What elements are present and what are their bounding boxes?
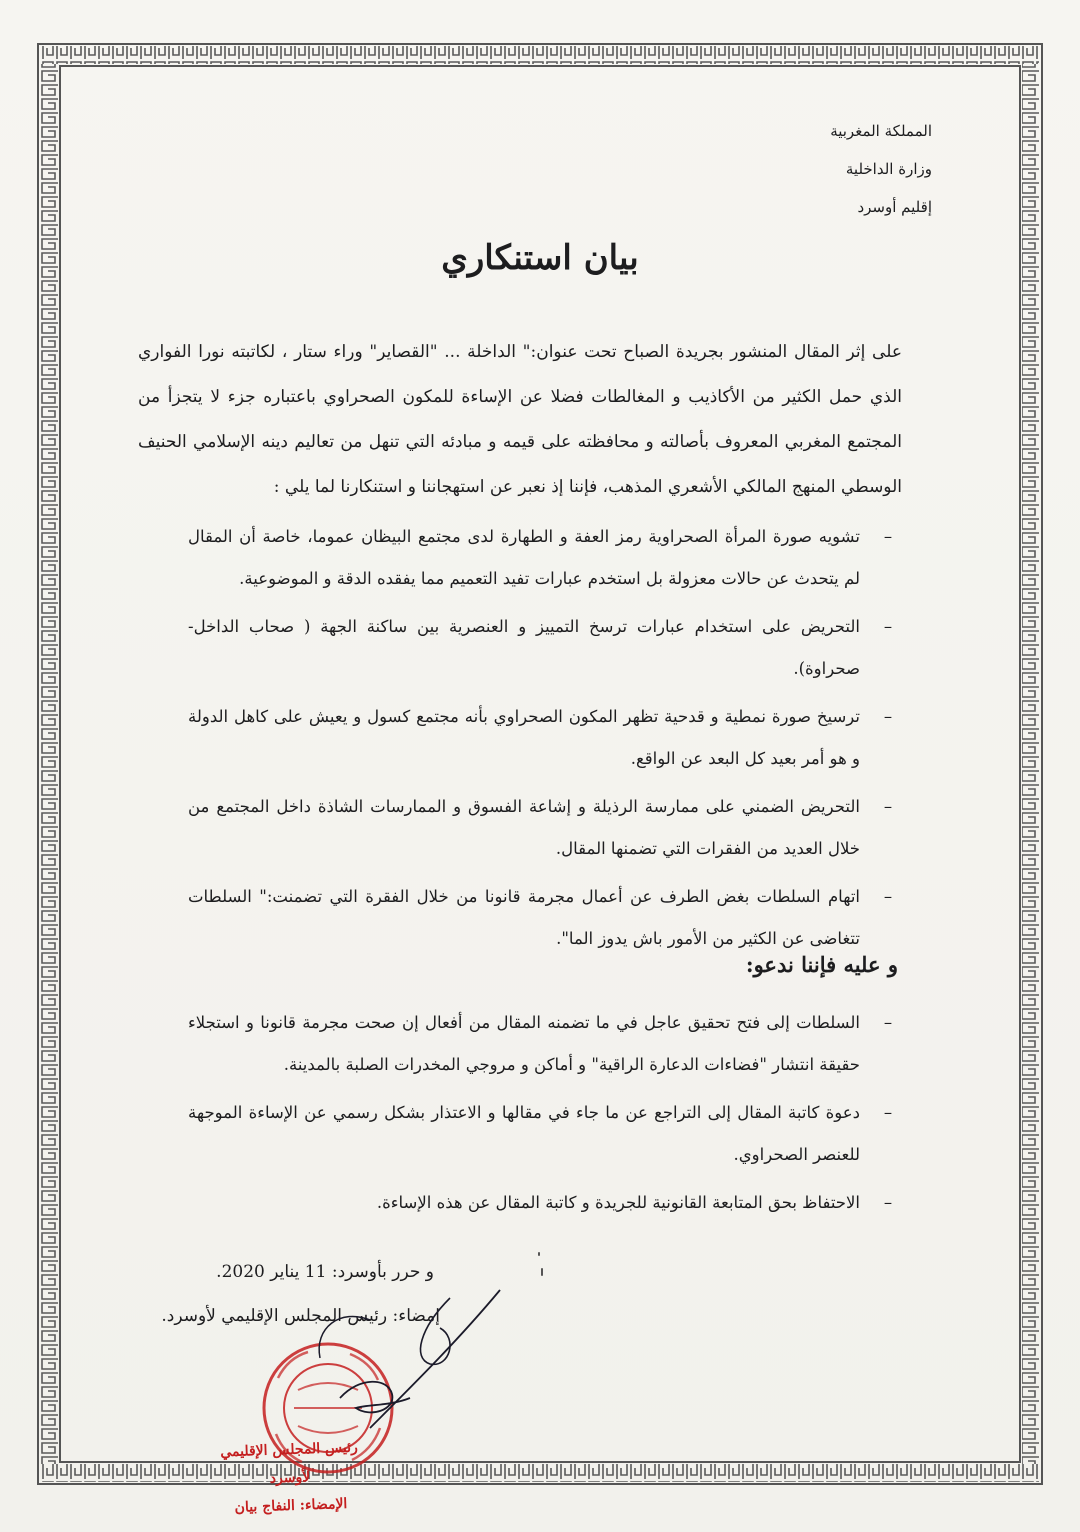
list-item-text: التحريض على استخدام عبارات ترسخ التمييز و العنصرية بين ساكنة الجهة ( صحاب الداخل- صحراوة).	[188, 617, 860, 678]
dash-bullet: –	[883, 1013, 893, 1032]
list-item	[188, 606, 898, 690]
list-item-text: تشويه صورة المرأة الصحراوية رمز العفة و الطهارة لدى مجتمع البيظان عموما، خاصة أن المقال لم يتحدث عن حالات معزولة بل استخدم عبارات تفيد التعميم مما يفقده الدقة و الموضوعية.	[188, 527, 860, 588]
kingdom-label: المملكة المغربية	[830, 122, 932, 140]
dash-bullet: –	[883, 617, 893, 636]
list-item-text: التحريض الضمني على ممارسة الرذيلة و إشاعة الفسوق و الممارسات الشاذة داخل المجتمع من خلال العديد من الفقرات التي تضمنها المقال.	[188, 797, 860, 858]
list-item	[188, 1182, 898, 1224]
list-item-text: ترسيخ صورة نمطية و قدحية تظهر المكون الصحراوي بأنه مجتمع كسول و يعيش على كاهل الدولة و هو أمر بعيد كل البعد عن الواقع.	[188, 707, 860, 768]
list-item-text: السلطات إلى فتح تحقيق عاجل في ما تضمنه المقال من أفعال إن صحت مجرمة قانونا و استجلاء حقيقة انتشار "فضاءات الدعارة الراقية" و أماكن و مروجي المخدرات الصلبة بالمدينة.	[188, 1013, 860, 1074]
call-heading: و عليه فإننا ندعو:	[745, 952, 898, 977]
paper-speck	[538, 1252, 540, 1256]
list-item-text: الاحتفاظ بحق المتابعة القانونية للجريدة و كاتبة المقال عن هذه الإساءة.	[376, 1193, 860, 1212]
dash-bullet: –	[883, 1103, 893, 1122]
list-item	[188, 1002, 898, 1086]
list-item-text: دعوة كاتبة المقال إلى التراجع عن ما جاء في مقالها و الاعتذار بشكل رسمي عن الإساءة الموجهة للعنصر الصحراوي.	[188, 1103, 860, 1164]
signature-line: إمضاء: رئيس المجلس الإقليمي لأوسرد.	[161, 1306, 440, 1326]
document-title: بيان استنكاري	[441, 238, 639, 278]
list-item	[188, 1092, 898, 1176]
list-item-text: اتهام السلطات بغض الطرف عن أعمال مجرمة قانونا من خلال الفقرة التي تضمنت:" السلطات تتغاضى عن الكثير من الأمور باش يدوز الما".	[188, 887, 860, 948]
list-item	[188, 696, 898, 780]
dash-bullet: –	[883, 887, 893, 906]
dash-bullet: –	[883, 527, 893, 546]
paper-speck	[541, 1268, 543, 1276]
handwritten-signature	[300, 1268, 520, 1458]
demands-list	[188, 1002, 898, 1230]
province-label: إقليم أوسرد	[857, 198, 932, 216]
dash-bullet: –	[883, 707, 893, 726]
denounced-points-list	[188, 516, 898, 966]
stamp-caption-line1: رئيس المجلس الإقليمي لأوسرد	[220, 1439, 358, 1487]
dash-bullet: –	[883, 797, 893, 816]
list-item	[188, 516, 898, 600]
intro-paragraph: على إثر المقال المنشور بجريدة الصباح تحت عنوان:" الداخلة ... "القصاير" وراء ستار ، لكاتبته نورا الفواري الذي حمل الكثير من الأكاذيب و المغالطات فضلا عن الإساءة للمكون الصحراوي باعتباره جزء لا يتجزأ من المجتمع المغربي المعروف بأصالته و محافظته على قيمه و مبادئه التي تنهل من تعاليم دينه الإسلامي الحنيف الوسطي المنهج المالكي الأشعري المذهب، فإننا إذ نعبر عن استهجاننا و استنكارنا لما يلي :	[138, 342, 902, 497]
ministry-label: وزارة الداخلية	[845, 160, 932, 178]
list-item	[188, 786, 898, 870]
list-item	[188, 876, 898, 960]
date-line: و حرر بأوسرد: 11 يناير 2020.	[216, 1262, 434, 1282]
dash-bullet: –	[883, 1193, 893, 1212]
stamp-caption-line2: الإمضاء: النفاج بيان	[234, 1496, 348, 1516]
stamp-caption	[199, 1433, 382, 1523]
letterhead	[830, 112, 932, 226]
